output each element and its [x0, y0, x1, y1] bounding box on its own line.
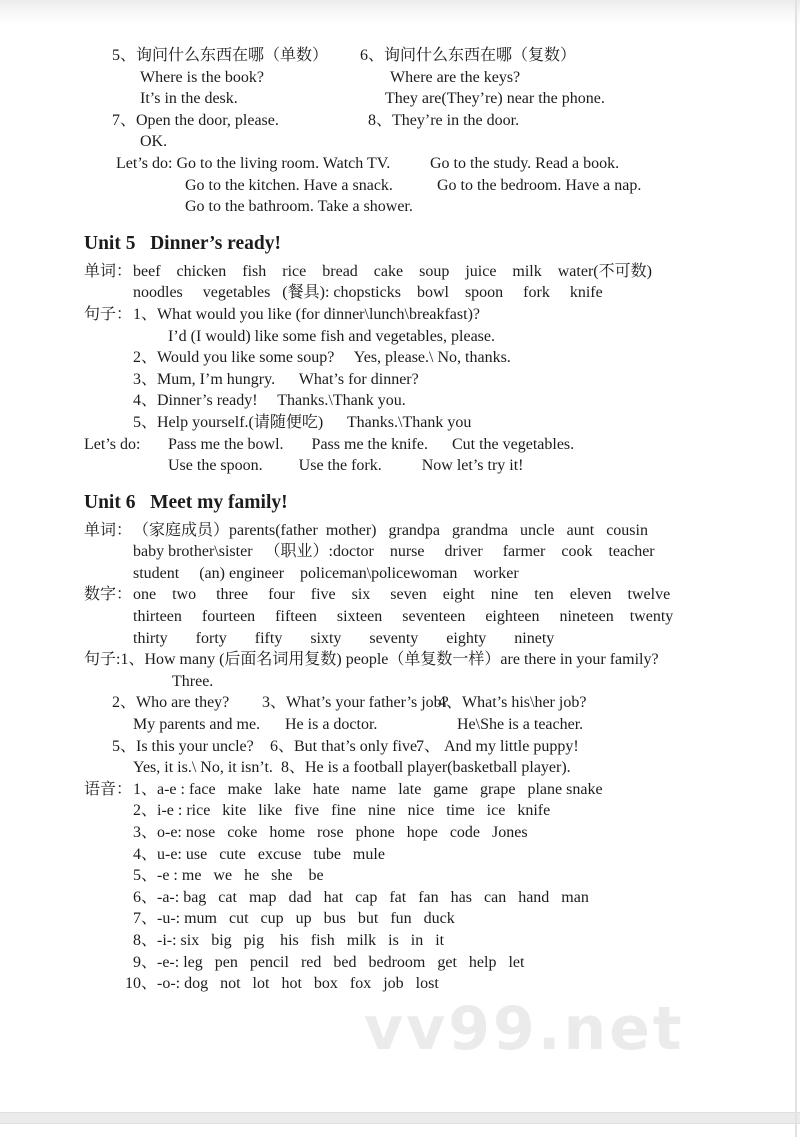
- phonics-line: 3、o-e: nose coke home rose phone hope code Jones: [133, 824, 528, 841]
- text-line: [0, 110, 800, 132]
- question-8: 8、They’re in the door.: [368, 111, 520, 129]
- lets-do-line: Let’s do: Go to the living room. Watch TV. Go to the study. Read a book.: [116, 154, 620, 172]
- words-line: baby brother\sister （职业）:doctor nurse driver farmer cook teacher: [133, 543, 655, 561]
- words-label: 单词：: [84, 521, 133, 539]
- sentence-line: 5、Is this your uncle? 6、But that’s only five.7、 And my little puppy!: [112, 737, 579, 755]
- phonics-line: 6、-a-: bag cat map dad hat cap fat fan has can hand man: [133, 888, 589, 906]
- question-5: 5、询问什么东西在哪（单数）: [112, 47, 329, 64]
- numbers-line: thirty forty fifty sixty seventy eighty ninety: [133, 629, 555, 647]
- phonics-line: 2、i-e : rice kite like five fine nine nice time ice knife: [133, 802, 551, 820]
- numbers-line: 数字：one two three four five six seven eight nine ten eleven twelve: [0, 584, 800, 606]
- sentence-line: 2、Would you like some soup? Yes, please.\ No, thanks.: [133, 349, 511, 367]
- words-line: noodles vegetables (餐具): chopsticks bowl spoon fork knife: [133, 284, 603, 302]
- phonics-line: 8、-i-: six big pig his fish milk is in it: [133, 931, 445, 949]
- lets-do-line: Go to the kitchen. Have a snack. Go to the bedroom. Have a nap.: [185, 176, 642, 194]
- unit6-heading: Unit 6 Meet my family!: [84, 491, 288, 513]
- sentence-line: 句子：1、What would you like (for dinner\lunch\breakfast)?: [0, 304, 800, 326]
- question-6: 6、询问什么东西在哪（复数）: [360, 47, 577, 64]
- sentence-line: 句子:1、How many (后面名词用复数) people（单复数一样）are there in your family?: [84, 651, 659, 669]
- sentence-line: 4、Dinner’s ready! Thanks.\Thank you.: [133, 392, 406, 410]
- lets-do-label: Let’s do:: [84, 435, 141, 453]
- sentence-line: 5、Help yourself.(请随便吃) Thanks.\Thank you: [133, 413, 472, 431]
- lets-do-line: Go to the bathroom. Take a shower.: [185, 198, 413, 216]
- sentence-line: Three.: [172, 672, 214, 690]
- words-line: 单词：（家庭成员）parents(father mother) grandpa grandma uncle aunt cousin: [0, 520, 800, 542]
- unit5-heading: Unit 5 Dinner’s ready!: [84, 232, 281, 254]
- watermark: vv99.net: [364, 994, 685, 1064]
- lets-do-line: Use the spoon. Use the fork. Now let’s try it!: [168, 457, 524, 475]
- phonics-label: 语音：: [84, 780, 133, 798]
- words-label: 单词：: [84, 262, 133, 280]
- phonics-line: 语音：1、a-e : face make lake hate name late game grape plane snake: [0, 779, 800, 801]
- phonics-line: 9、-e-: leg pen pencil red bed bedroom get help let: [133, 953, 525, 971]
- numbers-label: 数字：: [84, 586, 133, 604]
- phonics-line: 4、u-e: use cute excuse tube mule: [133, 845, 385, 863]
- sentences-label: 句子：: [84, 305, 133, 323]
- lets-do-line: Let’s do: Pass me the bowl. Pass me the knife. Cut the vegetables.: [0, 434, 800, 456]
- phonics-line: 5、-e : me we he she be: [133, 867, 324, 885]
- sentence-line: Yes, it is.\ No, it isn’t. 8、He is a football player(basketball player).: [133, 759, 571, 777]
- page-separator: [0, 1112, 800, 1124]
- text-line: Where is the book? Where are the keys?: [140, 68, 521, 86]
- text-line: It’s in the desk. They are(They’re) near the phone.: [140, 90, 605, 108]
- question-7: 7、Open the door, please.: [112, 111, 279, 129]
- text-line: OK.: [140, 133, 168, 151]
- sentence-line: 2、Who are they? 3、What’s your father’s job?4、What’s his\her job?: [112, 694, 587, 712]
- sentence-line: My parents and me. He is a doctor. He\She is a teacher.: [133, 716, 584, 734]
- words-line: student (an) engineer policeman\policewoman worker: [133, 564, 519, 582]
- words-line: 单词：beef chicken fish rice bread cake soup juice milk water(不可数): [0, 261, 800, 283]
- text-line: [0, 45, 800, 67]
- numbers-line: thirteen fourteen fifteen sixteen seventeen eighteen nineteen twenty: [133, 608, 674, 626]
- phonics-line: 10、-o-: dog not lot hot box fox job lost: [125, 975, 439, 993]
- phonics-line: 7、-u-: mum cut cup up bus but fun duck: [133, 910, 455, 928]
- sentence-line: I’d (I would) like some fish and vegetables, please.: [168, 327, 496, 345]
- sentence-line: 3、Mum, I’m hungry. What’s for dinner?: [133, 370, 419, 388]
